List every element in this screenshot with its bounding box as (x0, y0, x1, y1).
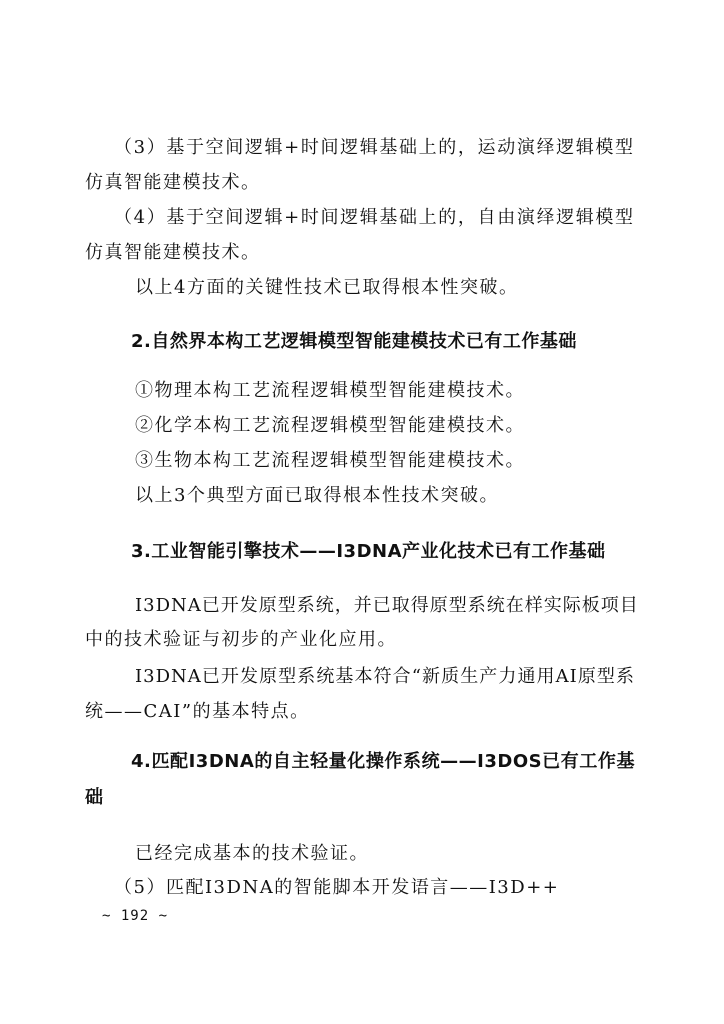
section-3-paragraph-1-line-2: 中的技术验证与初步的产业化应用。 (85, 629, 397, 650)
list-item-biology: ③生物本构工艺流程逻辑模型智能建模技术。 (135, 450, 525, 471)
section-3-paragraph-2-line-2: 统——CAI”的基本特点。 (85, 701, 310, 722)
section-3-heading: 3.工业智能引擎技术——I3DNA产业化技术已有工作基础 (131, 541, 606, 562)
paragraph-4-line-2: 仿真智能建模技术。 (85, 242, 261, 263)
paragraph-4-line-1: （4）基于空间逻辑+时间逻辑基础上的，自由演绎逻辑模型 (114, 207, 634, 228)
paragraph-3-line-2: 仿真智能建模技术。 (85, 172, 261, 193)
paragraph-3-line-1: （3）基于空间逻辑+时间逻辑基础上的，运动演绎逻辑模型 (114, 137, 634, 158)
section-4-paragraph-1: 已经完成基本的技术验证。 (135, 843, 369, 864)
section-4-heading-line-1: 4.匹配I3DNA的自主轻量化操作系统——I3DOS已有工作基 (131, 751, 635, 772)
summary-paragraph-1: 以上4方面的关键性技术已取得根本性突破。 (135, 277, 519, 298)
section-3-paragraph-1-line-1: I3DNA已开发原型系统，并已取得原型系统在样实际板项目 (135, 595, 639, 616)
list-item-physics: ①物理本构工艺流程逻辑模型智能建模技术。 (135, 380, 525, 401)
summary-paragraph-2: 以上3个典型方面已取得根本性技术突破。 (135, 485, 499, 506)
section-2-heading: 2.自然界本构工艺逻辑模型智能建模技术已有工作基础 (131, 331, 577, 352)
section-3-paragraph-2-line-1: I3DNA已开发原型系统基本符合“新质生产力通用AI原型系 (135, 666, 635, 687)
section-4-heading-line-2: 础 (85, 787, 104, 808)
section-4-paragraph-2: （5）匹配I3DNA的智能脚本开发语言——I3D++ (114, 877, 560, 898)
list-item-chemistry: ②化学本构工艺流程逻辑模型智能建模技术。 (135, 415, 525, 436)
page-number: ~ 192 ~ (102, 908, 169, 924)
